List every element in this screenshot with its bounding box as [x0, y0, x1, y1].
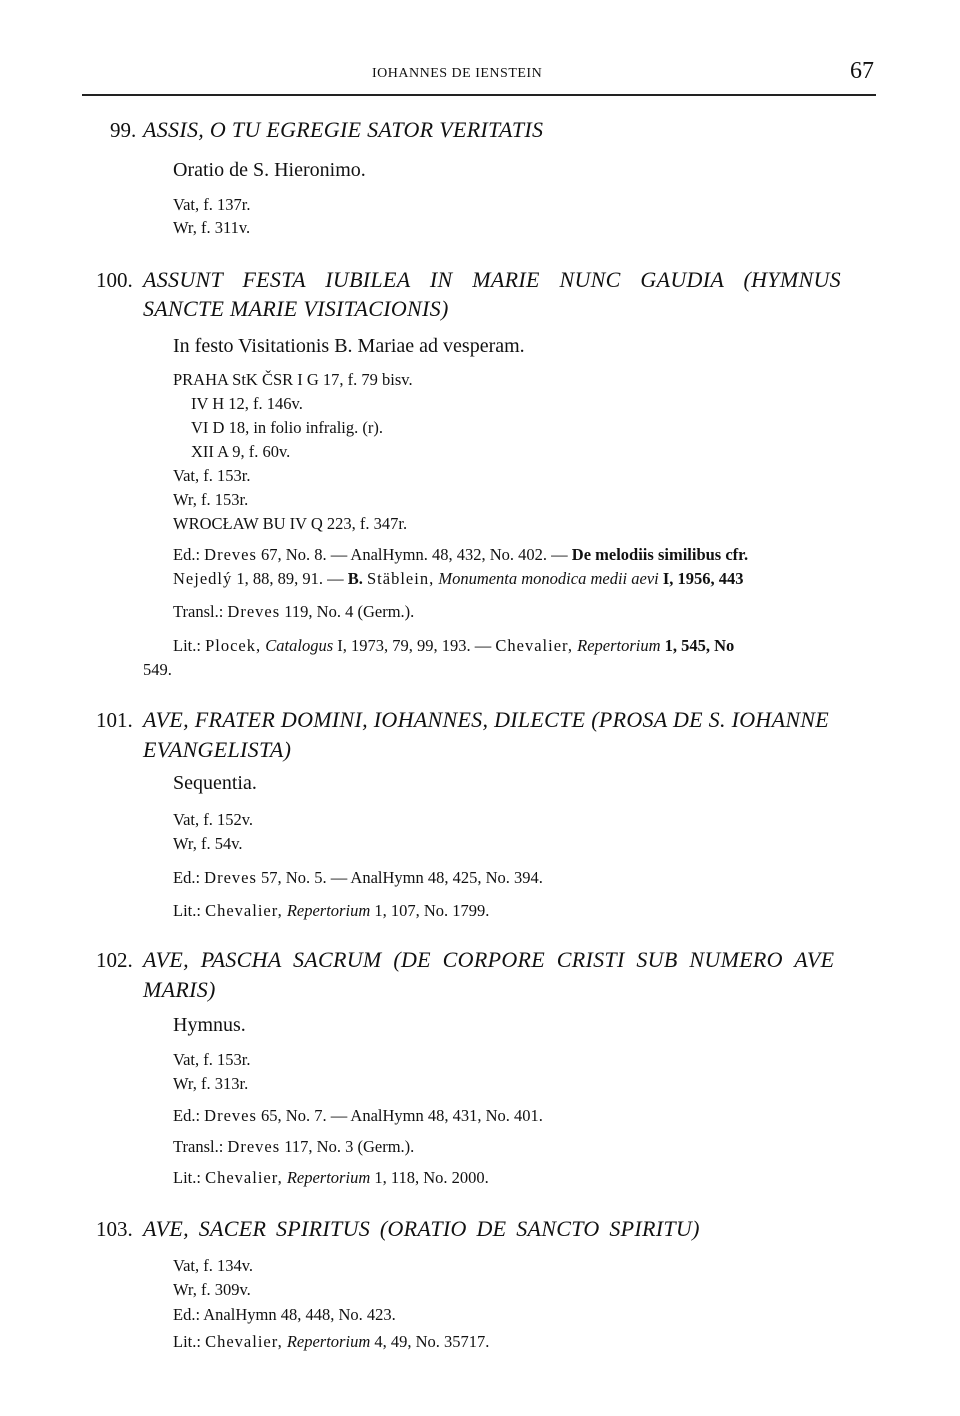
edition-line-continued: Nejedlý 1, 88, 89, 91. — B. Stäblein, Monumenta monodica medii aevi I, 1956, 443 [173, 569, 744, 588]
page-number: 67 [850, 58, 874, 84]
entry-subtitle: Sequentia. [173, 772, 257, 794]
edition-line: Ed.: AnalHymn 48, 448, No. 423. [173, 1305, 396, 1324]
entry-title: ASSUNT FESTA IUBILEA IN MARIE NUNC GAUDIA (HYMNUS [143, 267, 841, 292]
manuscript-line: Wr, f. 313r. [173, 1074, 249, 1093]
manuscript-line: Vat, f. 134v. [173, 1256, 254, 1275]
manuscript-line: Wr, f. 311v. [173, 218, 251, 237]
translation-line: Transl.: Dreves 119, No. 4 (Germ.). [173, 602, 415, 621]
entry-number: 99. [110, 118, 137, 142]
entry-title-continued: EVANGELISTA) [143, 737, 292, 762]
literature-line-continued: 549. [143, 660, 172, 679]
manuscript-line: XII A 9, f. 60v. [191, 442, 291, 461]
manuscript-line: VI D 18, in folio infralig. (r). [191, 418, 383, 437]
entry-subtitle: Hymnus. [173, 1014, 246, 1036]
entry-title: AVE, FRATER DOMINI, IOHANNES, DILECTE (PROSA DE S. IOHANNE [143, 707, 830, 732]
literature-line: Lit.: Plocek, Catalogus I, 1973, 79, 99, 193. — Chevalier, Repertorium 1, 545, No [173, 636, 735, 655]
manuscript-line: Vat, f. 153r. [173, 1050, 251, 1069]
entry-title-continued: MARIS) [143, 977, 216, 1002]
entry-title: ASSIS, O TU EGREGIE SATOR VERITATIS [143, 117, 544, 142]
entry-subtitle: Oratio de S. Hieronimo. [173, 159, 366, 181]
manuscript-line: Wr, f. 153r. [173, 490, 249, 509]
literature-line: Lit.: Chevalier, Repertorium 1, 107, No. 1799. [173, 901, 490, 920]
literature-line: Lit.: Chevalier, Repertorium 1, 118, No. 2000. [173, 1168, 489, 1187]
manuscript-line: Vat, f. 137r. [173, 195, 251, 214]
entry-title: AVE, PASCHA SACRUM (DE CORPORE CRISTI SUB NUMERO AVE [143, 947, 835, 972]
edition-line: Ed.: Dreves 65, No. 7. — AnalHymn 48, 431, No. 401. [173, 1106, 543, 1125]
entry-subtitle: In festo Visitationis B. Mariae ad vesperam. [173, 335, 525, 357]
manuscript-line: Vat, f. 152v. [173, 810, 254, 829]
entry-title-continued: SANCTE MARIE VISITACIONIS) [143, 296, 449, 321]
running-head: IOHANNES DE IENSTEIN [372, 66, 543, 81]
page-header [82, 58, 876, 96]
edition-line: Ed.: Dreves 67, No. 8. — AnalHymn. 48, 432, No. 402. — De melodiis similibus cfr. [173, 545, 749, 564]
manuscript-line: Vat, f. 153r. [173, 466, 251, 485]
manuscript-line: IV H 12, f. 146v. [191, 394, 303, 413]
entry-number: 100. [96, 268, 133, 292]
entry-number: 103. [96, 1217, 133, 1241]
entry-number: 101. [96, 708, 133, 732]
manuscript-line: WROCŁAW BU IV Q 223, f. 347r. [173, 514, 408, 533]
translation-line: Transl.: Dreves 117, No. 3 (Germ.). [173, 1137, 415, 1156]
entry-title: AVE, SACER SPIRITUS (ORATIO DE SANCTO SPIRITU) [143, 1216, 700, 1241]
manuscript-line: Wr, f. 54v. [173, 834, 243, 853]
manuscript-line: Wr, f. 309v. [173, 1280, 251, 1299]
manuscript-line: PRAHA StK ČSR I G 17, f. 79 bisv. [173, 370, 413, 389]
edition-line: Ed.: Dreves 57, No. 5. — AnalHymn 48, 425, No. 394. [173, 868, 543, 887]
entry-number: 102. [96, 948, 133, 972]
literature-line: Lit.: Chevalier, Repertorium 4, 49, No. 35717. [173, 1332, 490, 1351]
